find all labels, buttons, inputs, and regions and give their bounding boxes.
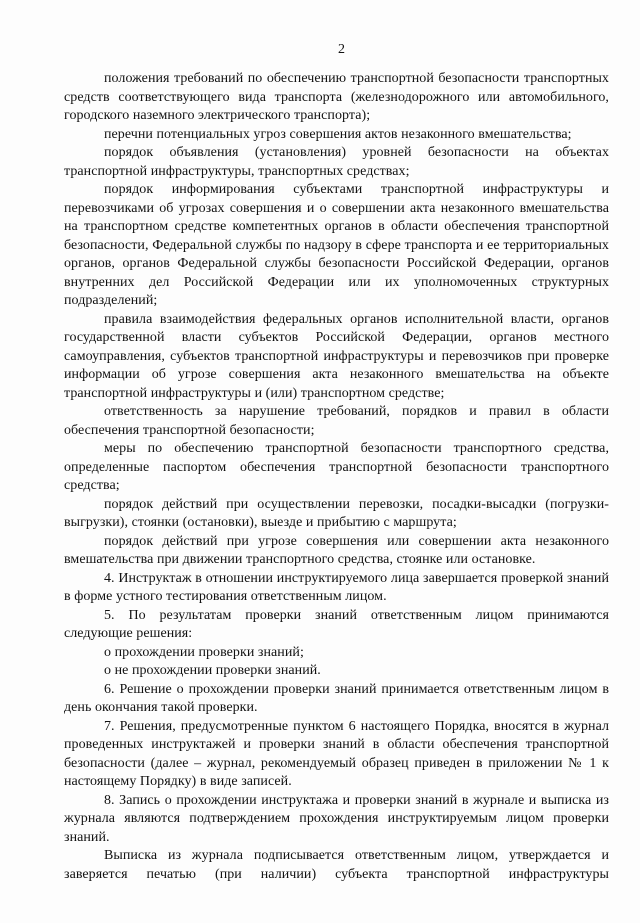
paragraph-passport-measures: меры по обеспечению транспортной безопасности транспортного средства, определенные паспортом обеспечения транспортной безопасности транспортного средства;: [64, 441, 609, 493]
paragraph-item-7: 7. Решения, предусмотренные пунктом 6 настоящего Порядка, вносятся в журнал проведенных инструктажей и проверки знаний в области обеспечения транспортной безопасности (далее – журнал, рекомендуемый образец приведен в приложении № 1 к настоящему Порядку) в виде записей.: [64, 718, 609, 789]
paragraph-item-6: 6. Решение о прохождении проверки знаний принимается ответственным лицом в день окончания такой проверки.: [64, 681, 609, 715]
page-number: 2: [338, 42, 345, 57]
paragraph-requirements: положения требований по обеспечению транспортной безопасности транспортных средств соответствующего вида транспорта (железнодорожного или автомобильного, городского наземного электрического транспорта);: [64, 71, 609, 123]
paragraph-extract: Выписка из журнала подписывается ответственным лицом, утверждается и заверяется печатью (при наличии) субъекта транспортной инфраструктуры: [64, 848, 609, 882]
paragraph-threat-actions: порядок действий при угрозе совершения или совершении акта незаконного вмешательства при движении транспортного средства, стоянке или остановке.: [64, 533, 609, 567]
paragraph-threat-lists: перечни потенциальных угроз совершения актов незаконного вмешательства;: [104, 126, 572, 142]
paragraph-decision-failed: о не прохождении проверки знаний.: [104, 663, 321, 678]
paragraph-decision-passed: о прохождении проверки знаний;: [104, 644, 304, 660]
paragraph-transport-actions: порядок действий при осуществлении перевозки, посадки-высадки (погрузки-выгрузки), стоянки (остановки), выезде и прибытию с маршрута;: [64, 496, 609, 530]
paragraph-item-5: 5. По результатам проверки знаний ответственным лицом принимаются следующие решения:: [64, 607, 609, 641]
paragraph-interaction-rules: правила взаимодействия федеральных органов исполнительной власти, органов государственной власти субъектов Российской Федерации, органов местного самоуправления, субъектов транспортной инфраструктуры и перевозчиков при проверке информации об угрозе совершения акта незаконного вмешательства на объекте транспортной инфраструктуры и (или) транспортном средстве;: [64, 311, 609, 401]
paragraph-item-8: 8. Запись о прохождении инструктажа и проверки знаний в журнале и выписка из журнала являются подтверждением прохождения инструктируемым лицом проверки знаний.: [64, 792, 609, 845]
paragraph-security-levels: порядок объявления (установления) уровней безопасности на объектах транспортной инфраструктуры, транспортных средствах;: [64, 145, 609, 179]
paragraph-responsibility: ответственность за нарушение требований, порядков и правил в области обеспечения транспортной безопасности;: [64, 404, 609, 438]
paragraph-item-4: 4. Инструктаж в отношении инструктируемого лица завершается проверкой знаний в форме устного тестирования ответственным лицом.: [64, 570, 609, 604]
document-body: [64, 70, 609, 884]
paragraph-informing-procedure: порядок информирования субъектами транспортной инфраструктуры и перевозчиками об угрозах совершения и о совершении акта незаконного вмешательства на транспортном средстве компетентных органов в области обеспечения транспортной безопасности, Федеральной службы по надзору в сфере транспорта и ее территориальных органов, органов Федеральной службы безопасности Российской Федерации, органов внутренних дел Российской Федерации или их уполномоченных структурных подразделений;: [64, 182, 609, 308]
